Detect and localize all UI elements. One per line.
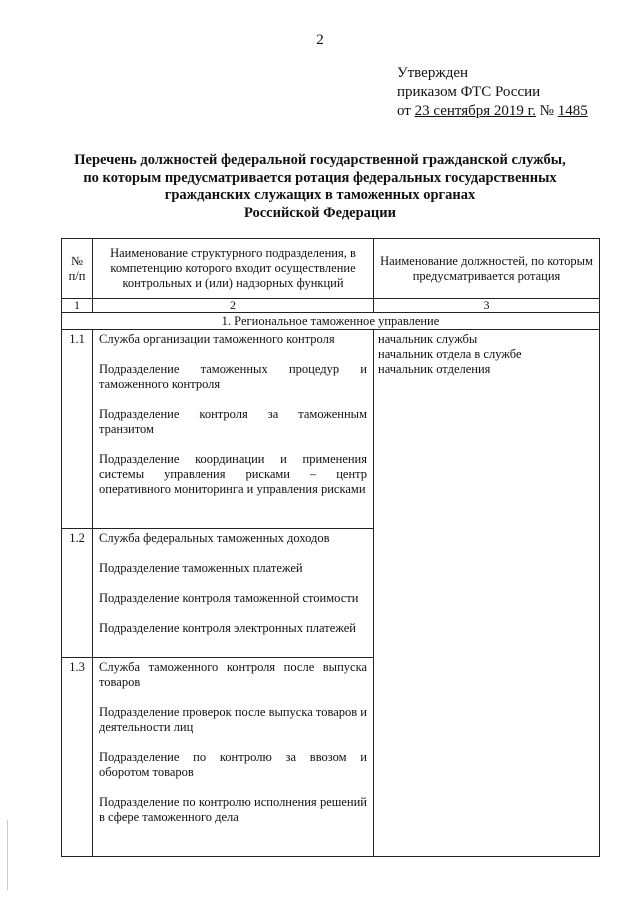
unit-name: Подразделение контроля за таможенным транзитом [99, 407, 367, 436]
unit-name: Подразделение координации и применения системы управления рисками – центр оперативного мониторинга и управления рисками [99, 452, 367, 496]
row-positions [374, 330, 600, 857]
unit-name: Подразделение таможенных процедур и таможенного контроля [99, 362, 367, 391]
approval-number-prefix: № [535, 103, 558, 119]
column-number-row [62, 299, 600, 313]
position-name: начальник отделения [378, 362, 491, 376]
section-row [62, 313, 600, 330]
column-number: 1 [62, 299, 93, 313]
unit-name: Подразделение таможенных платежей [99, 561, 303, 575]
row-units [93, 529, 374, 658]
unit-name: Подразделение контроля электронных платежей [99, 621, 356, 635]
approval-stamp [397, 64, 588, 121]
approval-line-2: приказом ФТС России [397, 84, 541, 100]
positions-table [61, 238, 600, 857]
unit-name: Подразделение контроля таможенной стоимости [99, 591, 359, 605]
unit-name: Подразделение по контролю исполнения решений в сфере таможенного дела [99, 795, 367, 824]
title-line-3: гражданских служащих в таможенных органах [164, 187, 476, 203]
header-unit: Наименование структурного подразделения, в компетенцию которого входит осуществление контрольных и (или) надзорных функций [93, 239, 374, 299]
approval-line-1: Утвержден [397, 65, 469, 81]
section-title: 1. Региональное таможенное управление [62, 313, 600, 330]
header-positions: Наименование должностей, по которым предусматривается ротация [374, 239, 600, 299]
table-row [62, 330, 600, 529]
position-name: начальник службы [378, 332, 478, 346]
approval-prefix: от [397, 103, 415, 119]
title-line-2: по которым предусматривается ротация федеральных государственных [83, 169, 557, 186]
table-header-row [62, 239, 600, 299]
header-num: № п/п [62, 239, 93, 299]
row-number: 1.1 [62, 330, 93, 529]
row-units [93, 658, 374, 857]
unit-name: Служба федеральных таможенных доходов [99, 531, 330, 545]
title-line-1: Перечень должностей федеральной государственной гражданской службы, [74, 152, 566, 168]
unit-name: Подразделение по контролю за ввозом и оборотом товаров [99, 750, 367, 779]
scan-margin-line [7, 820, 8, 890]
approval-line-3 [397, 102, 588, 121]
page-number: 2 [316, 32, 324, 48]
document-title [60, 152, 580, 222]
column-number: 2 [93, 299, 374, 313]
row-units [93, 330, 374, 529]
unit-name: Служба таможенного контроля после выпуска товаров [99, 660, 367, 689]
title-line-4: Российской Федерации [243, 204, 396, 221]
unit-name: Служба организации таможенного контроля [99, 332, 335, 346]
row-number: 1.2 [62, 529, 93, 658]
unit-name: Подразделение проверок после выпуска товаров и деятельности лиц [99, 705, 367, 734]
row-number: 1.3 [62, 658, 93, 857]
approval-date: 23 сентября 2019 г. [414, 103, 536, 119]
approval-number: 1485 [557, 103, 588, 119]
position-name: начальник отдела в службе [378, 347, 522, 361]
column-number: 3 [374, 299, 600, 313]
